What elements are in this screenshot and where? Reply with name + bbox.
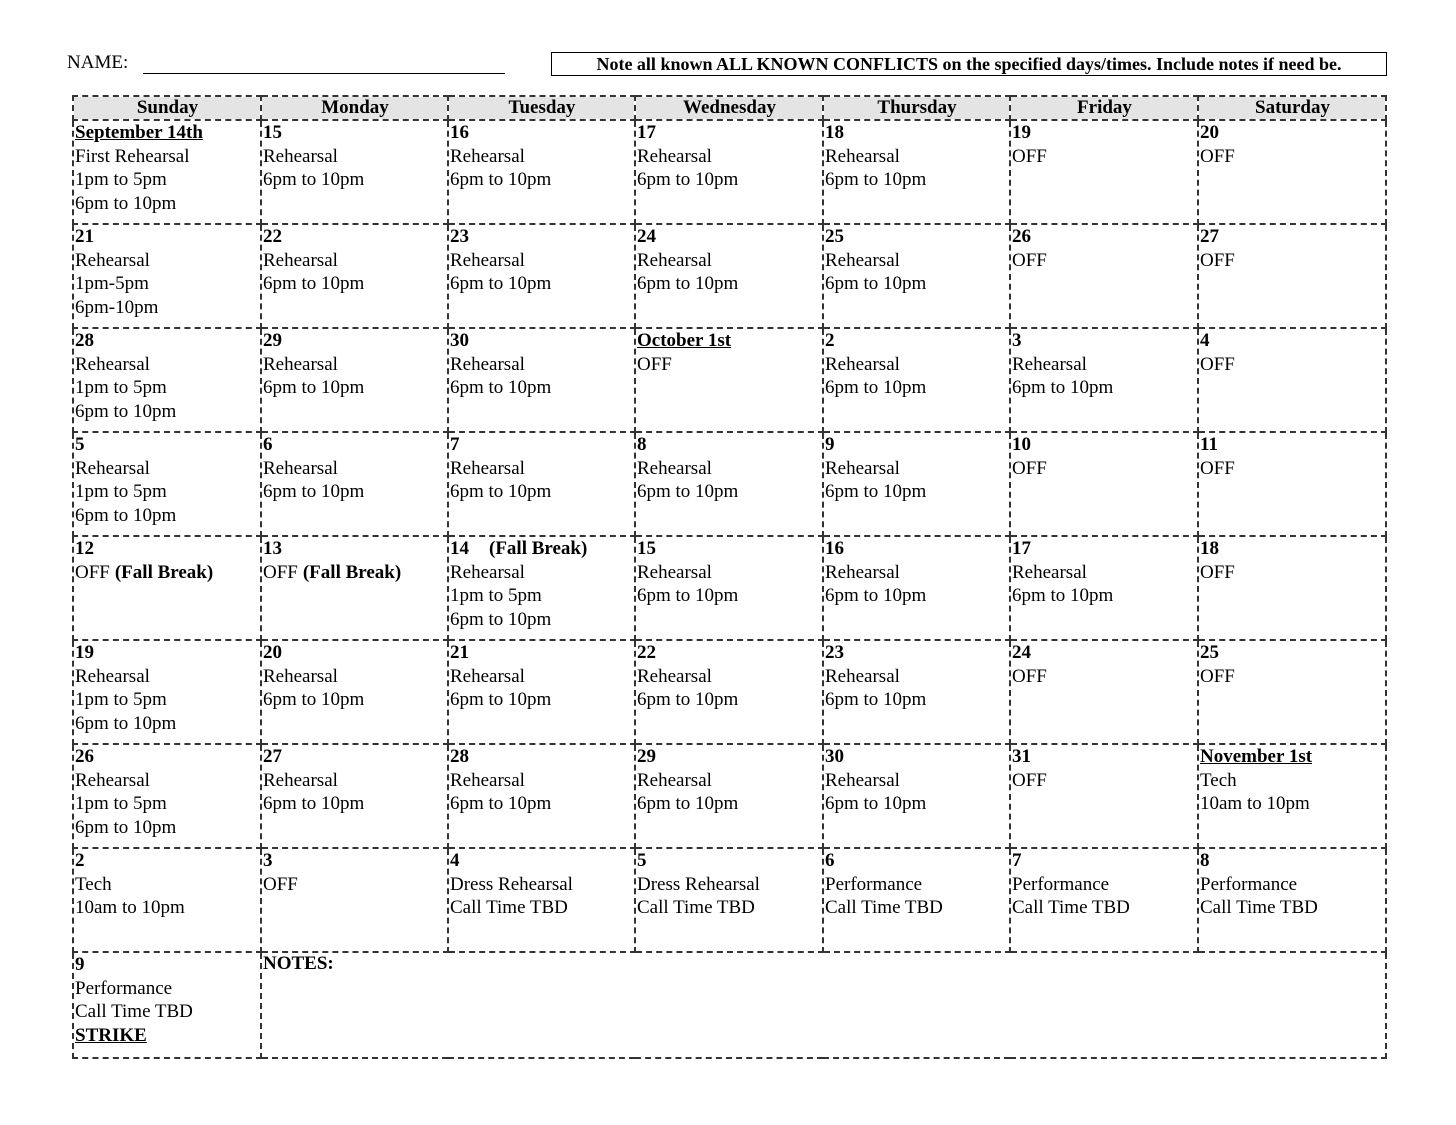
day-cell[interactable] (1010, 640, 1198, 744)
day-number: 23 (825, 642, 844, 663)
day-number: 18 (1200, 538, 1219, 559)
event-line: Rehearsal (1012, 561, 1087, 583)
event-line: 10am to 10pm (1200, 793, 1310, 814)
day-cell[interactable] (823, 224, 1010, 328)
event-line: Rehearsal (75, 457, 150, 479)
event-line: First Rehearsal (75, 145, 190, 167)
day-cell[interactable] (448, 432, 635, 536)
event-line: 6pm to 10pm (1012, 585, 1114, 606)
day-cell[interactable] (635, 848, 823, 952)
event-line: 1pm-5pm (75, 273, 149, 294)
event-line: Rehearsal (450, 665, 525, 687)
strike-label: STRIKE (75, 1024, 147, 1046)
day-cell[interactable] (261, 848, 448, 952)
event-line: 6pm to 10pm (825, 585, 927, 606)
name-field (67, 52, 505, 74)
day-cell[interactable] (73, 952, 261, 1058)
event-line: 1pm to 5pm (75, 793, 167, 814)
event-line: Rehearsal (75, 769, 150, 791)
event-line: OFF (1012, 457, 1047, 479)
day-number: 29 (637, 746, 656, 767)
event-line: Rehearsal (825, 769, 900, 791)
day-number: 6 (825, 850, 835, 871)
event-line: 6pm to 10pm (263, 169, 365, 190)
event-line: OFF (Fall Break) (263, 561, 402, 583)
day-number: 7 (450, 434, 460, 455)
event-line: 6pm to 10pm (450, 608, 552, 630)
day-cell[interactable] (73, 432, 261, 536)
event-line: Call Time TBD (825, 897, 943, 918)
event-line: OFF (1012, 665, 1047, 687)
day-cell[interactable] (261, 432, 448, 536)
day-cell[interactable] (1198, 224, 1386, 328)
notes-area[interactable] (261, 952, 1386, 1058)
day-number: 19 (75, 642, 94, 663)
event-line: 6pm to 10pm (450, 793, 552, 814)
day-cell[interactable] (635, 224, 823, 328)
day-number: 24 (637, 226, 656, 247)
week-row (73, 536, 1386, 640)
event-line: 6pm to 10pm (450, 481, 552, 502)
event-line: 6pm to 10pm (450, 169, 552, 190)
day-number: 27 (1200, 226, 1219, 247)
day-cell[interactable] (73, 848, 261, 952)
event-line: Call Time TBD (450, 897, 568, 918)
day-cell[interactable] (1010, 536, 1198, 640)
day-number: 25 (825, 226, 844, 247)
calendar-grid (72, 95, 1387, 1059)
event-line: 6pm to 10pm (637, 689, 739, 710)
day-cell[interactable] (1010, 432, 1198, 536)
day-cell[interactable] (1198, 640, 1386, 744)
event-line: OFF (1200, 353, 1235, 375)
event-line: 1pm to 5pm (75, 377, 167, 398)
event-line: 6pm to 10pm (825, 169, 927, 190)
event-line: Rehearsal (825, 249, 900, 271)
event-line: 6pm to 10pm (825, 377, 927, 398)
day-header-friday: Friday (1010, 96, 1198, 120)
day-number: 8 (1200, 850, 1210, 871)
event-line: 6pm to 10pm (1012, 377, 1114, 398)
day-number: 9 (75, 954, 85, 975)
day-cell[interactable] (635, 328, 823, 432)
day-number: 4 (450, 850, 460, 871)
event-line: Rehearsal (825, 561, 900, 583)
day-header-row (73, 96, 1386, 120)
day-number: 16 (825, 538, 844, 559)
event-line: 6pm to 10pm (75, 192, 177, 214)
week-row (73, 328, 1386, 432)
name-label: NAME: (67, 52, 129, 73)
event-line: 6pm to 10pm (825, 481, 927, 502)
day-cell[interactable] (448, 120, 635, 224)
event-line: Rehearsal (263, 353, 338, 375)
day-cell[interactable] (261, 536, 448, 640)
event-line: Rehearsal (75, 665, 150, 687)
day-cell[interactable] (73, 640, 261, 744)
event-line: Performance (1200, 873, 1298, 895)
day-number: 11 (1200, 434, 1218, 455)
day-cell[interactable] (1010, 744, 1198, 848)
day-cell[interactable] (823, 848, 1010, 952)
day-header-tuesday: Tuesday (448, 96, 635, 120)
day-cell[interactable] (635, 120, 823, 224)
day-number: 7 (1012, 850, 1022, 871)
day-cell[interactable] (823, 432, 1010, 536)
event-line: 6pm to 10pm (637, 481, 739, 502)
event-line: Rehearsal (825, 145, 900, 167)
event-line: 6pm-10pm (75, 296, 159, 318)
day-number: October 1st (637, 330, 732, 351)
week-row (73, 120, 1386, 224)
day-number: 29 (263, 330, 282, 351)
day-number: 21 (450, 642, 469, 663)
event-line: 6pm to 10pm (263, 377, 365, 398)
event-line: OFF (1200, 145, 1235, 167)
event-line: 6pm to 10pm (75, 712, 177, 734)
day-cell[interactable] (823, 328, 1010, 432)
day-cell[interactable] (1198, 536, 1386, 640)
event-line: Rehearsal (263, 769, 338, 791)
day-cell[interactable] (1198, 848, 1386, 952)
event-line: Rehearsal (637, 769, 712, 791)
day-number: 31 (1012, 746, 1031, 767)
week-row (73, 744, 1386, 848)
day-cell[interactable] (448, 224, 635, 328)
day-cell[interactable] (448, 848, 635, 952)
day-number: 26 (75, 746, 94, 767)
event-line: Performance (1012, 873, 1110, 895)
conflict-notice: Note all known ALL KNOWN CONFLICTS on the specified days/times. Include notes if need be. (551, 52, 1387, 76)
day-number: 12 (75, 538, 94, 559)
day-cell[interactable] (261, 744, 448, 848)
day-number: 21 (75, 226, 94, 247)
event-line: Rehearsal (450, 249, 525, 271)
event-line: 6pm to 10pm (75, 400, 177, 422)
event-line: Call Time TBD (637, 897, 755, 918)
day-cell[interactable] (1010, 224, 1198, 328)
calendar-body (73, 120, 1386, 1058)
event-line: 6pm to 10pm (825, 273, 927, 294)
day-number: 28 (450, 746, 469, 767)
day-number: November 1st (1200, 746, 1313, 767)
event-line: Rehearsal (637, 249, 712, 271)
event-line: Rehearsal (825, 353, 900, 375)
event-line: 6pm to 10pm (825, 689, 927, 710)
event-line: Rehearsal (263, 145, 338, 167)
day-number: 2 (75, 850, 85, 871)
day-number: 17 (637, 122, 656, 143)
date-note: (Fall Break) (489, 538, 588, 559)
day-header-sunday: Sunday (73, 96, 261, 120)
day-header-wednesday: Wednesday (635, 96, 823, 120)
break-note: (Fall Break) (302, 561, 402, 583)
day-cell[interactable] (635, 536, 823, 640)
event-line: 6pm to 10pm (75, 504, 177, 526)
event-line: 6pm to 10pm (450, 273, 552, 294)
day-number: 23 (450, 226, 469, 247)
day-cell[interactable] (261, 120, 448, 224)
day-number: 22 (637, 642, 656, 663)
day-number: 9 (825, 434, 835, 455)
week-row (73, 640, 1386, 744)
day-header-saturday: Saturday (1198, 96, 1386, 120)
day-number: 3 (263, 850, 273, 871)
day-cell[interactable] (1198, 432, 1386, 536)
day-number: September 14th (75, 122, 203, 143)
event-line: Call Time TBD (1200, 897, 1318, 918)
event-line: Rehearsal (75, 353, 150, 375)
day-header-monday: Monday (261, 96, 448, 120)
event-line: Rehearsal (450, 457, 525, 479)
day-number: 22 (263, 226, 282, 247)
name-input-line[interactable] (143, 53, 505, 74)
event-line: 1pm to 5pm (75, 169, 167, 190)
day-number: 6 (263, 434, 273, 455)
event-line: Rehearsal (637, 561, 712, 583)
day-number: 5 (637, 850, 647, 871)
event-line: Rehearsal (637, 145, 712, 167)
day-cell[interactable] (1010, 848, 1198, 952)
event-line: Rehearsal (450, 769, 525, 791)
day-number: 19 (1012, 122, 1031, 143)
event-line: Rehearsal (450, 561, 525, 583)
event-line: Rehearsal (825, 665, 900, 687)
day-cell[interactable] (1198, 328, 1386, 432)
event-line: OFF (1012, 769, 1047, 791)
day-cell[interactable] (1198, 744, 1386, 848)
event-line: OFF (263, 873, 298, 895)
event-line: 1pm to 5pm (450, 585, 542, 606)
day-number: 17 (1012, 538, 1031, 559)
event-line: Dress Rehearsal (450, 873, 573, 895)
day-number: 15 (637, 538, 656, 559)
event-line: Dress Rehearsal (637, 873, 760, 895)
event-line: Rehearsal (263, 665, 338, 687)
event-line: Rehearsal (1012, 353, 1087, 375)
event-line: 6pm to 10pm (825, 793, 927, 814)
day-number: 28 (75, 330, 94, 351)
day-number: 20 (263, 642, 282, 663)
final-row (73, 952, 1386, 1058)
event-line: Rehearsal (450, 145, 525, 167)
day-cell[interactable] (823, 744, 1010, 848)
week-row (73, 224, 1386, 328)
day-number: 10 (1012, 434, 1031, 455)
day-cell[interactable] (823, 640, 1010, 744)
event-line: Rehearsal (637, 457, 712, 479)
event-line: Rehearsal (637, 665, 712, 687)
day-cell[interactable] (448, 744, 635, 848)
day-number: 4 (1200, 330, 1210, 351)
day-cell[interactable] (73, 536, 261, 640)
event-line: 6pm to 10pm (450, 377, 552, 398)
notes-label: NOTES: (263, 953, 334, 974)
day-cell[interactable] (448, 536, 635, 640)
day-number: 30 (450, 330, 469, 351)
day-cell[interactable] (1010, 328, 1198, 432)
event-line: 6pm to 10pm (75, 816, 177, 838)
day-number: 30 (825, 746, 844, 767)
event-line: OFF (1200, 249, 1235, 271)
week-row (73, 848, 1386, 952)
event-line: 6pm to 10pm (637, 585, 739, 606)
event-line: 6pm to 10pm (263, 273, 365, 294)
event-line: Rehearsal (450, 353, 525, 375)
day-number: 5 (75, 434, 85, 455)
event-line: Tech (1200, 769, 1237, 791)
day-cell[interactable] (823, 120, 1010, 224)
event-line: Rehearsal (263, 249, 338, 271)
event-line: OFF (1200, 665, 1235, 687)
day-cell[interactable] (1010, 120, 1198, 224)
event-line: Performance (825, 873, 923, 895)
day-cell[interactable] (73, 120, 261, 224)
event-line: OFF (637, 353, 672, 375)
event-line: OFF (1200, 561, 1235, 583)
day-cell[interactable] (73, 744, 261, 848)
day-number: 24 (1012, 642, 1031, 663)
event-line: 1pm to 5pm (75, 481, 167, 502)
day-cell[interactable] (261, 640, 448, 744)
event-line: OFF (1200, 457, 1235, 479)
day-number: 20 (1200, 122, 1219, 143)
day-number: 8 (637, 434, 647, 455)
event-line: Call Time TBD (1012, 897, 1130, 918)
day-cell[interactable] (635, 432, 823, 536)
day-cell[interactable] (635, 640, 823, 744)
day-number: 3 (1012, 330, 1022, 351)
day-header-thursday: Thursday (823, 96, 1010, 120)
day-number: 16 (450, 122, 469, 143)
day-number: 25 (1200, 642, 1219, 663)
day-number: 26 (1012, 226, 1031, 247)
day-cell[interactable] (261, 328, 448, 432)
day-number: 18 (825, 122, 844, 143)
event-line: 6pm to 10pm (263, 689, 365, 710)
event-line: 6pm to 10pm (637, 793, 739, 814)
day-cell[interactable] (261, 224, 448, 328)
event-line: 6pm to 10pm (450, 689, 552, 710)
event-line: 1pm to 5pm (75, 689, 167, 710)
day-number: 14 (Fall Break) (450, 538, 588, 559)
event-line: 6pm to 10pm (637, 169, 739, 190)
day-cell[interactable] (823, 536, 1010, 640)
event-line: Rehearsal (263, 457, 338, 479)
event-line: Rehearsal (825, 457, 900, 479)
event-line: Performance (75, 977, 173, 999)
day-number: 15 (263, 122, 282, 143)
event-line: Rehearsal (75, 249, 150, 271)
event-line: 6pm to 10pm (263, 481, 365, 502)
day-cell[interactable] (73, 224, 261, 328)
day-number: 27 (263, 746, 282, 767)
day-cell[interactable] (448, 328, 635, 432)
day-number: 13 (263, 538, 282, 559)
day-cell[interactable] (73, 328, 261, 432)
event-line: OFF (Fall Break) (75, 561, 214, 583)
day-cell[interactable] (635, 744, 823, 848)
event-line: 10am to 10pm (75, 897, 185, 918)
event-line: Call Time TBD (75, 1001, 193, 1022)
event-line: Tech (75, 873, 112, 895)
event-line: OFF (1012, 145, 1047, 167)
event-line: 6pm to 10pm (263, 793, 365, 814)
break-note: (Fall Break) (114, 561, 214, 583)
day-number: 2 (825, 330, 835, 351)
week-row (73, 432, 1386, 536)
event-line: OFF (1012, 249, 1047, 271)
day-cell[interactable] (448, 640, 635, 744)
event-line: 6pm to 10pm (637, 273, 739, 294)
day-cell[interactable] (1198, 120, 1386, 224)
